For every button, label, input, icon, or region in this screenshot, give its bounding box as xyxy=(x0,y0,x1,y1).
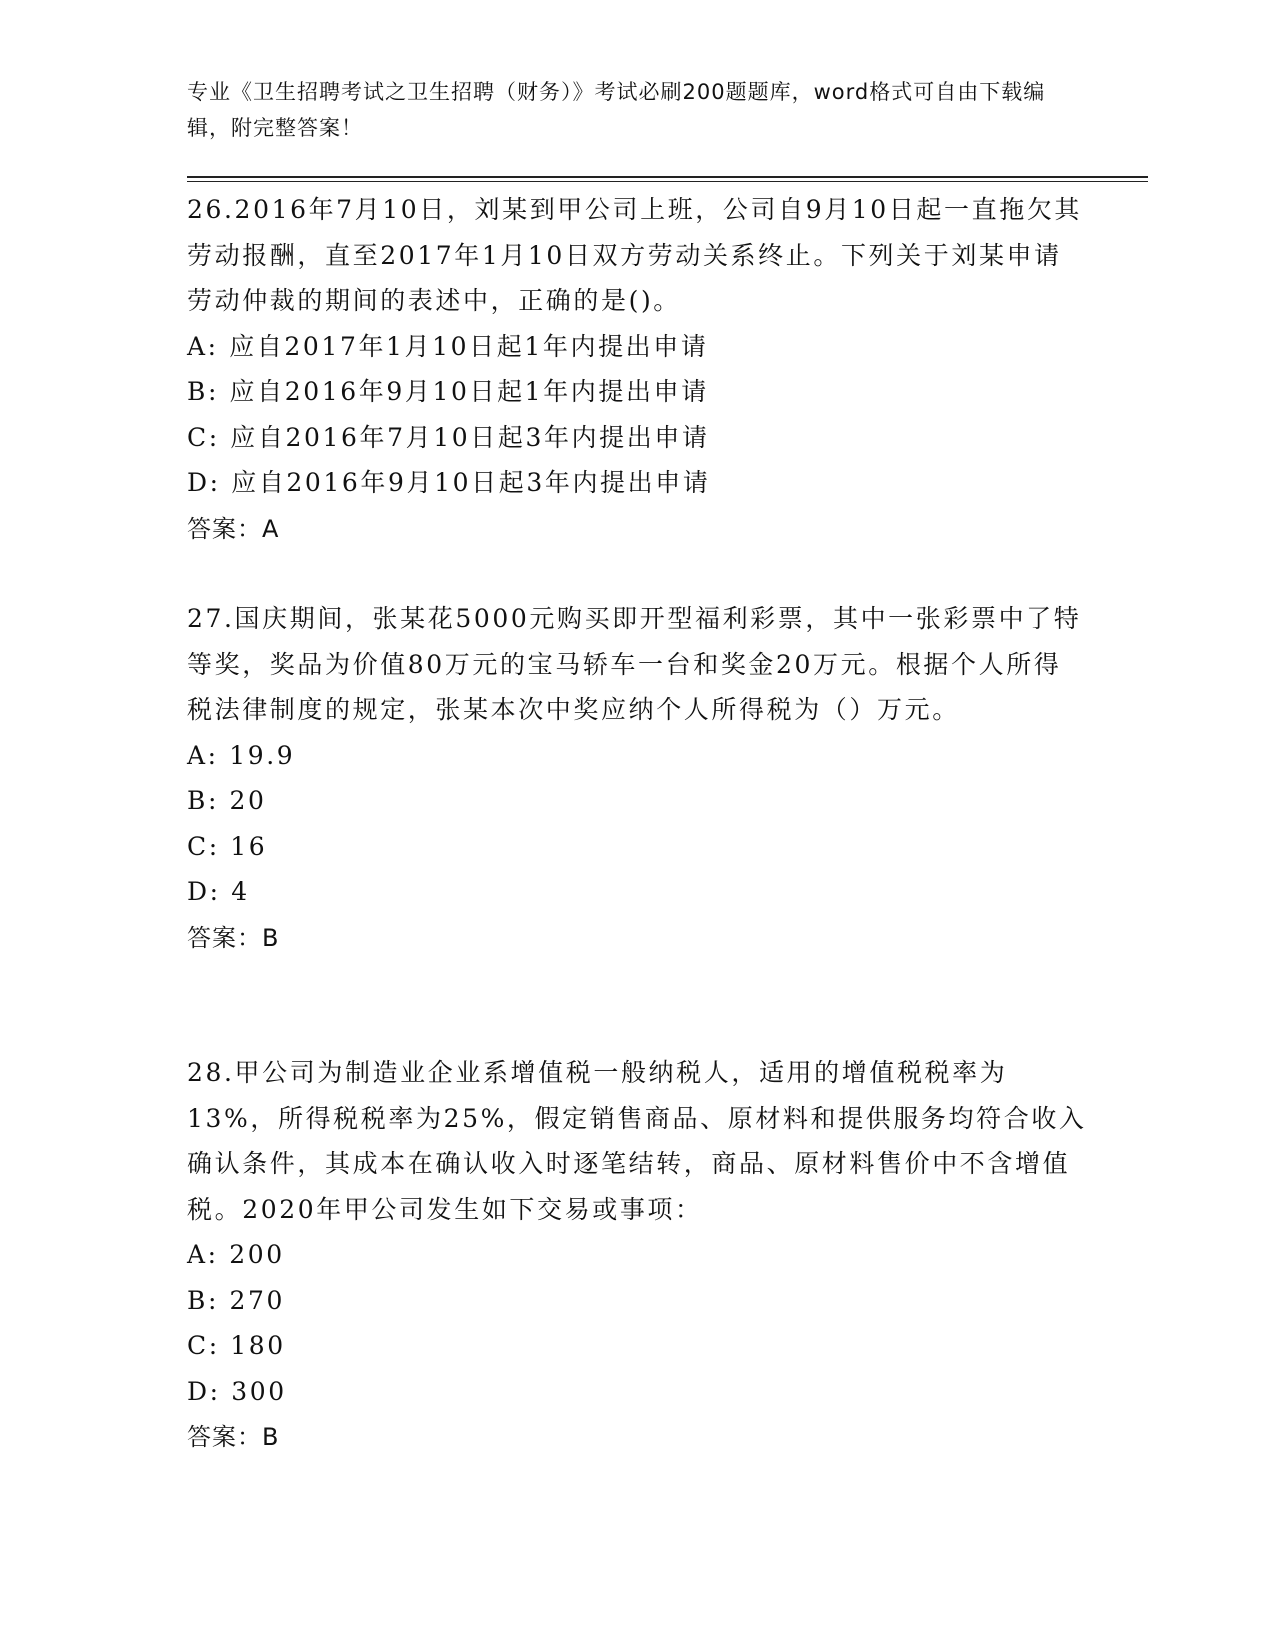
option-c: C: 16 xyxy=(187,831,268,861)
option-c: C: 应自2016年7月10日起3年内提出申请 xyxy=(187,422,710,452)
option-c: C: 180 xyxy=(187,1331,286,1360)
document-header: 专业《卫生招聘考试之卫生招聘（财务）》考试必刷200题题库，word格式可自由下载编辑，附完整答案！ xyxy=(187,80,1046,140)
option-d: D: 300 xyxy=(187,1376,287,1406)
option-b: B: 应自2016年9月10日起1年内提出申请 xyxy=(187,377,709,406)
question-26 xyxy=(187,187,1087,552)
header-divider-thick xyxy=(187,176,1148,178)
question-28 xyxy=(187,1050,1087,1460)
answer: 答案：B xyxy=(187,1423,280,1451)
option-d: D: 4 xyxy=(187,877,250,906)
option-b: B: 20 xyxy=(187,786,267,815)
option-a: A: 应自2017年1月10日起1年内提出申请 xyxy=(187,331,709,361)
question-27 xyxy=(187,596,1087,961)
option-a: A: 19.9 xyxy=(187,740,296,770)
question-stem: 26.2016年7月10日，刘某到甲公司上班，公司自9月10日起一直拖欠其劳动报酬，直至2017年1月10日双方劳动关系终止。下列关于刘某申请劳动仲裁的期间的表述中，正确的是()。 xyxy=(187,195,1083,315)
question-stem: 28.甲公司为制造业企业系增值税一般纳税人，适用的增值税税率为13%，所得税税率为25%，假定销售商品、原材料和提供服务均符合收入确认条件，其成本在确认收入时逐笔结转，商品、原材料售价中不含增值税。2020年甲公司发生如下交易或事项： xyxy=(187,1058,1087,1224)
answer: 答案：A xyxy=(187,514,280,543)
option-a: A: 200 xyxy=(187,1240,285,1269)
option-b: B: 270 xyxy=(187,1285,286,1315)
option-d: D: 应自2016年9月10日起3年内提出申请 xyxy=(187,468,711,497)
question-stem: 27.国庆期间，张某花5000元购买即开型福利彩票，其中一张彩票中了特等奖，奖品为价值80万元的宝马轿车一台和奖金20万元。根据个人所得税法律制度的规定，张某本次中奖应纳个人所得税为（）万元。 xyxy=(187,604,1082,724)
header-divider-thin xyxy=(187,181,1148,182)
answer: 答案：B xyxy=(187,923,280,952)
